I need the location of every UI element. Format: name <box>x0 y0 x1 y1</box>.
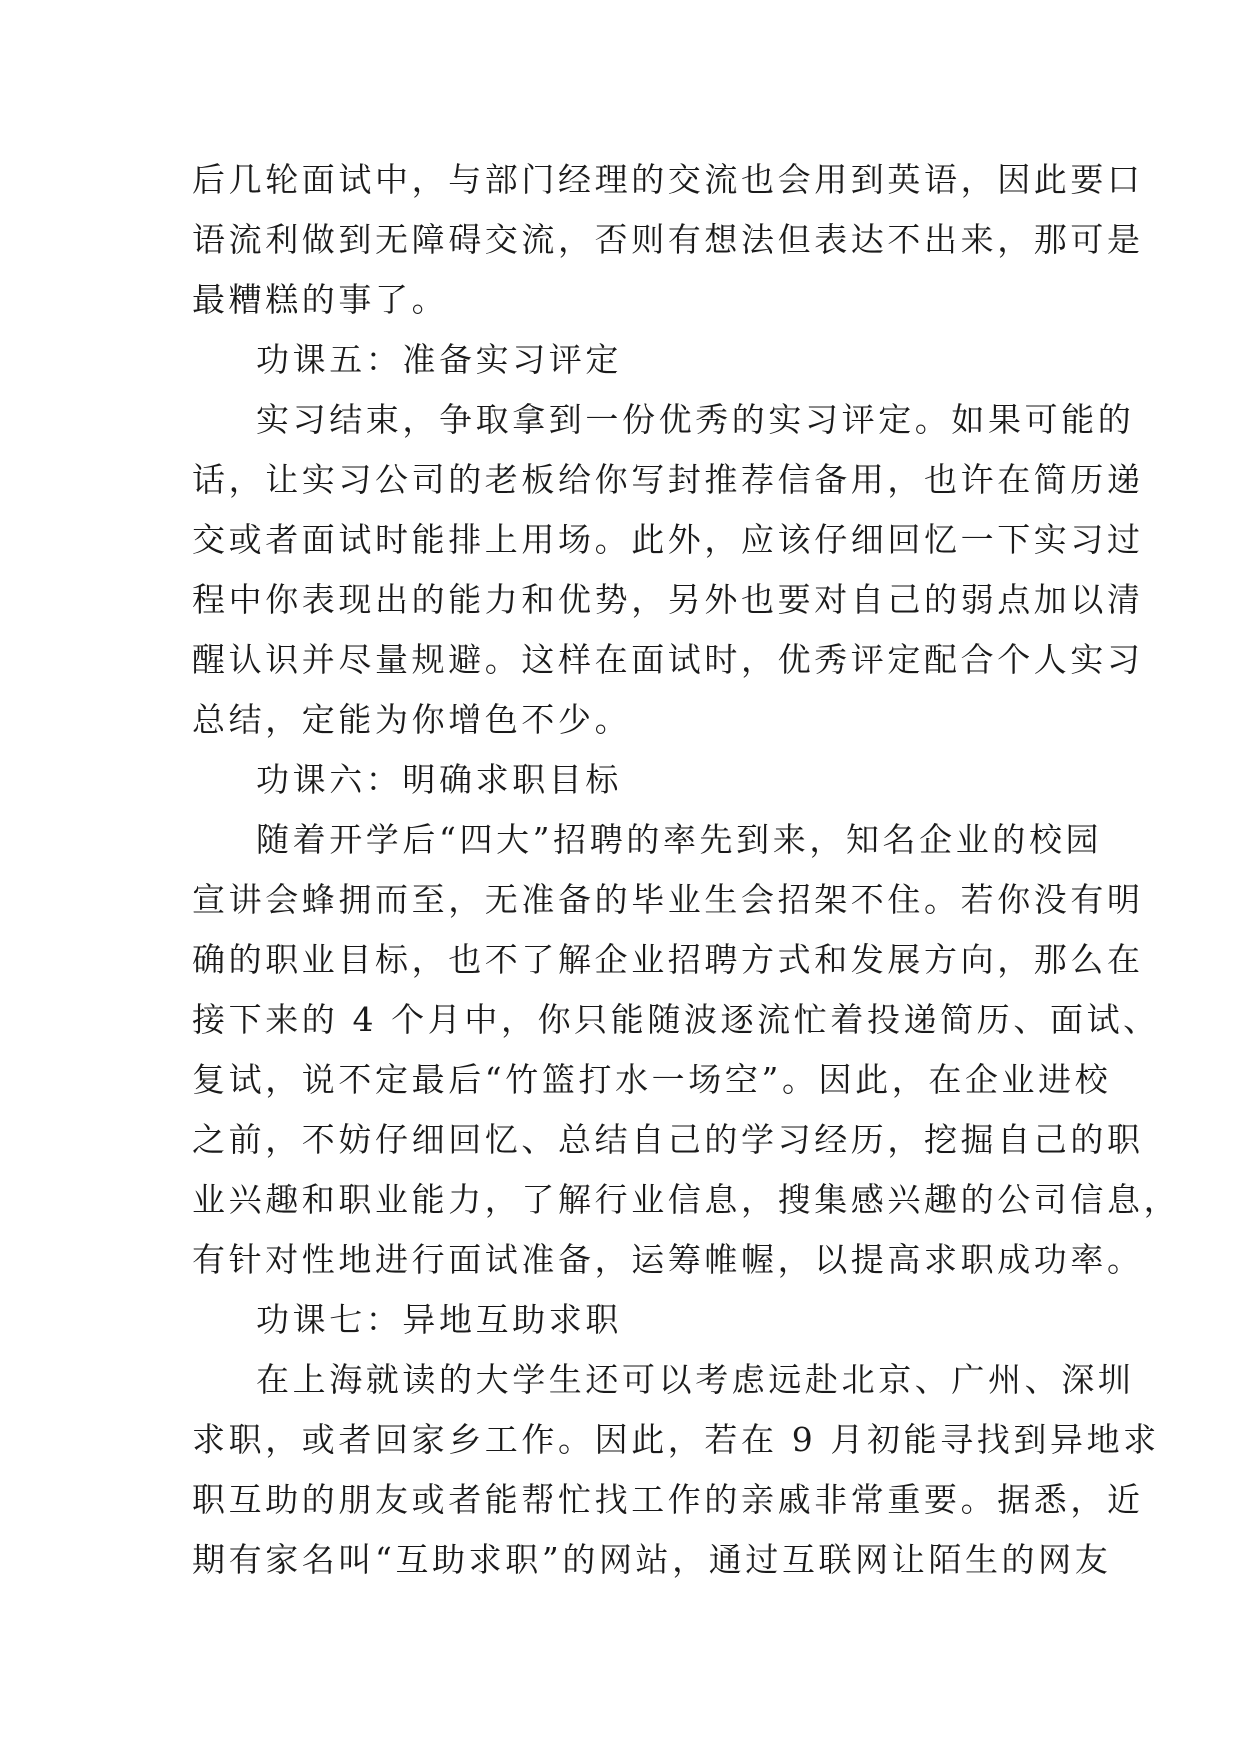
section-heading: 功课七：异地互助求职 <box>256 1300 622 1339</box>
text-line: 实习结束，争取拿到一份优秀的实习评定。如果可能的 <box>256 400 1135 439</box>
text-line: 接下来的 4 个月中，你只能随波逐流忙着投递简历、面试、 <box>192 1000 1160 1039</box>
text-line: 求职，或者回家乡工作。因此，若在 9 月初能寻找到异地求 <box>192 1420 1160 1459</box>
text-line: 交或者面试时能排上用场。此外，应该仔细回忆一下实习过 <box>192 520 1144 559</box>
text-line: 宣讲会蜂拥而至，无准备的毕业生会招架不住。若你没有明 <box>192 880 1144 919</box>
text-line: 最糟糕的事了。 <box>192 280 449 319</box>
text-line: 话，让实习公司的老板给你写封推荐信备用，也许在简历递 <box>192 460 1144 499</box>
text-line: 程中你表现出的能力和优势，另外也要对自己的弱点加以清 <box>192 580 1144 619</box>
text-line: 总结，定能为你增色不少。 <box>192 700 632 739</box>
text-line: 随着开学后“四大”招聘的率先到来，知名企业的校园 <box>256 820 1103 859</box>
text-line: 语流利做到无障碍交流，否则有想法但表达不出来，那可是 <box>192 220 1144 259</box>
section-heading: 功课六：明确求职目标 <box>256 760 622 799</box>
text-line: 业兴趣和职业能力，了解行业信息，搜集感兴趣的公司信息， <box>192 1180 1181 1219</box>
text-line: 期有家名叫“互助求职”的网站，通过互联网让陌生的网友 <box>192 1540 1112 1579</box>
text-line: 醒认识并尽量规避。这样在面试时，优秀评定配合个人实习 <box>192 640 1144 679</box>
text-line: 确的职业目标，也不了解企业招聘方式和发展方向，那么在 <box>192 940 1144 979</box>
text-line: 在上海就读的大学生还可以考虑远赴北京、广州、深圳 <box>256 1360 1135 1399</box>
section-heading: 功课五：准备实习评定 <box>256 340 622 379</box>
text-line: 职互助的朋友或者能帮忙找工作的亲戚非常重要。据悉，近 <box>192 1480 1144 1519</box>
text-line: 后几轮面试中，与部门经理的交流也会用到英语，因此要口 <box>192 160 1144 199</box>
text-line: 之前，不妨仔细回忆、总结自己的学习经历，挖掘自己的职 <box>192 1120 1144 1159</box>
text-line: 有针对性地进行面试准备，运筹帷幄，以提高求职成功率。 <box>192 1240 1144 1279</box>
text-line: 复试，说不定最后“竹篮打水一场空”。因此，在企业进校 <box>192 1060 1112 1099</box>
